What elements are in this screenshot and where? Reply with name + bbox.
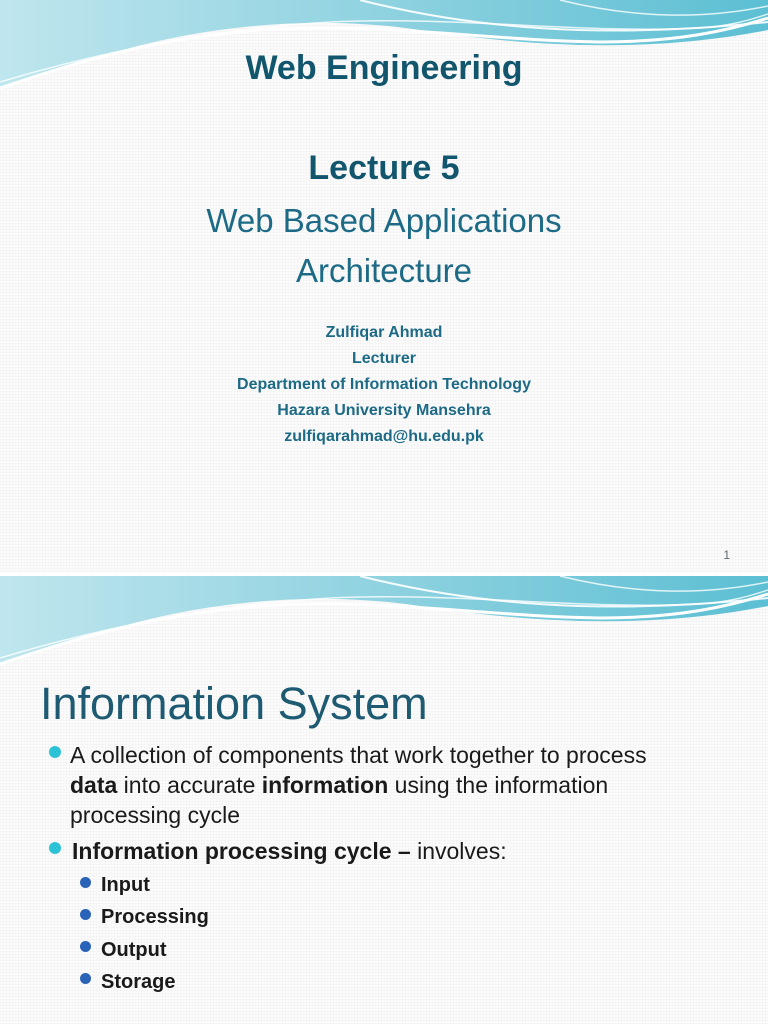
sub-bullet-dot-icon <box>80 941 91 952</box>
sub-item-output: Output <box>101 939 167 961</box>
bullet-dot-icon <box>49 842 61 854</box>
sub-bullet-dot-icon <box>80 973 91 984</box>
bullet-line: A collection of components that work together to process <box>70 742 647 768</box>
author-university: Hazara University Mansehra <box>277 402 491 419</box>
bullet-bold-text: Information processing cycle – <box>72 838 411 864</box>
sub-item-input: Input <box>101 874 150 896</box>
author-position: Lecturer <box>351 350 417 367</box>
bullet-text: into accurate <box>117 772 262 798</box>
sub-bullet-dot-icon <box>80 877 91 888</box>
bullet-line <box>70 770 750 800</box>
subtitle-line-2: Architecture <box>295 252 473 289</box>
content-slide <box>0 576 768 1024</box>
bullet-text: using the information <box>388 772 609 798</box>
author-department: Department of Information Technology <box>237 376 531 393</box>
keyword-data: data <box>70 772 118 798</box>
bullet-dot-icon <box>49 746 61 758</box>
sub-item-storage: Storage <box>101 971 176 993</box>
keyword-information: information <box>261 772 389 798</box>
sub-bullet-dot-icon <box>80 909 91 920</box>
lecture-number: Lecture 5 <box>308 149 460 187</box>
header-wave-decoration <box>0 576 768 671</box>
author-name: Zulfiqar Ahmad <box>325 324 443 341</box>
author-block <box>0 320 768 450</box>
bullet-item-cycle <box>72 836 752 866</box>
slide-title: Information System <box>40 678 428 729</box>
subtitle-line-1: Web Based Applications <box>206 202 562 239</box>
author-email: zulfiqarahmad@hu.edu.pk <box>284 428 484 445</box>
deck-title: Web Engineering <box>245 49 523 87</box>
bullet-line: processing cycle <box>70 802 241 828</box>
page-number: 1 <box>723 548 730 562</box>
sub-item-processing: Processing <box>101 906 209 928</box>
lecture-subtitle <box>0 196 768 296</box>
bullet-text: involves: <box>410 838 507 864</box>
bullet-item-definition <box>70 740 750 830</box>
